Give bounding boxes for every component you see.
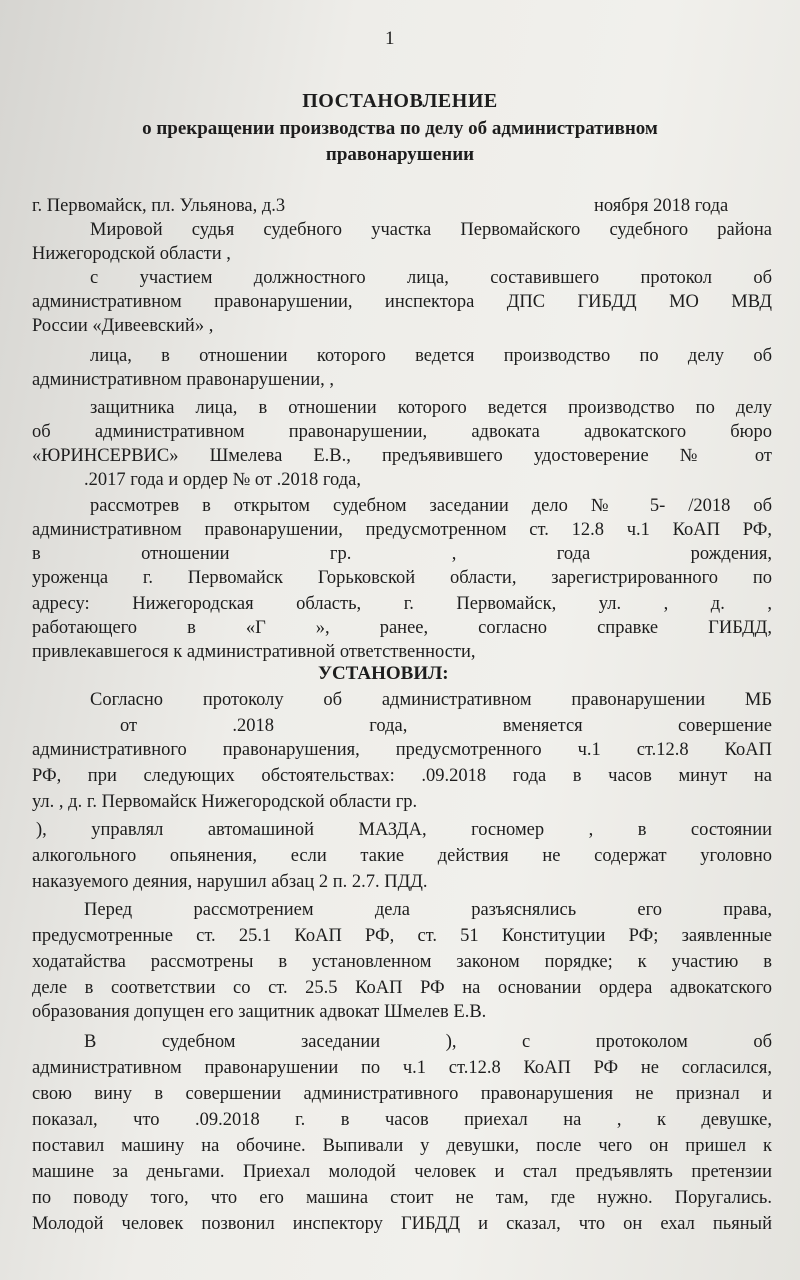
document-subtitle-cont: правонарушении bbox=[325, 144, 475, 165]
text-line: «ЮРИНСЕРВИС» Шмелева Е.В., предъявившего удостоверение № от bbox=[32, 446, 772, 466]
section-heading: УСТАНОВИЛ: bbox=[318, 663, 449, 684]
text-line: .2017 года и ордер № от .2018 года, bbox=[84, 470, 361, 490]
body-line: РФ, при следующих обстоятельствах: .09.2018 года в часов минут на bbox=[32, 766, 772, 786]
body-line: показал, что .09.2018 г. в часов приехал на , к девушке, bbox=[32, 1110, 772, 1130]
text-line: об административном правонарушении, адвоката адвокатского бюро bbox=[32, 422, 772, 442]
text-line: лица, в отношении которого ведется производство по делу об bbox=[90, 346, 772, 366]
body-line: Согласно протоколу об административном правонарушении МБ bbox=[90, 690, 772, 710]
body-line: алкогольного опьянения, если такие действия не содержат уголовно bbox=[32, 846, 772, 866]
body-line: наказуемого деяния, нарушил абзац 2 п. 2.7. ПДД. bbox=[32, 872, 428, 892]
text-line: адресу: Нижегородская область, г. Первомайск, ул. , д. , bbox=[32, 594, 772, 614]
text-line: с участием должностного лица, составившего протокол об bbox=[90, 268, 772, 288]
document-subtitle: о прекращении производства по делу об административном bbox=[142, 118, 658, 139]
text-line: Мировой судья судебного участка Первомайского судебного района bbox=[90, 220, 772, 240]
document-title: ПОСТАНОВЛЕНИЕ bbox=[302, 90, 498, 112]
body-line: ул. , д. г. Первомайск Нижегородской области гр. bbox=[32, 792, 418, 812]
body-line: по поводу того, что его машина стоит не там, где нужно. Поругались. bbox=[32, 1188, 772, 1208]
body-line: Молодой человек позвонил инспектору ГИБДД и сказал, что он ехал пьяный bbox=[32, 1214, 772, 1234]
body-line: деле в соответствии со ст. 25.5 КоАП РФ на основании ордера адвокатского bbox=[32, 978, 772, 998]
body-line: административном правонарушении по ч.1 ст.12.8 КоАП РФ не согласился, bbox=[32, 1058, 772, 1078]
body-line: машине за деньгами. Приехал молодой человек и стал предъявлять претензии bbox=[32, 1162, 772, 1182]
text-line: России «Дивеевский» , bbox=[32, 316, 214, 336]
body-line: образования допущен его защитник адвокат Шмелев Е.В. bbox=[32, 1002, 487, 1022]
body-line: В судебном заседании ), с протоколом об bbox=[84, 1032, 772, 1052]
text-line: административном правонарушении, инспектора ДПС ГИБДД МО МВД bbox=[32, 292, 772, 312]
body-line: ), управлял автомашиной МАЗДА, госномер , в состоянии bbox=[36, 820, 772, 840]
text-line: защитника лица, в отношении которого ведется производство по делу bbox=[90, 398, 772, 418]
text-line: административном правонарушении, , bbox=[32, 370, 335, 390]
body-line: Перед рассмотрением дела разъяснялись его права, bbox=[84, 900, 772, 920]
text-line: уроженца г. Первомайск Горьковской области, зарегистрированного по bbox=[32, 568, 772, 588]
body-line: от .2018 года, вменяется совершение bbox=[120, 716, 772, 736]
body-line: административного правонарушения, предусмотренного ч.1 ст.12.8 КоАП bbox=[32, 740, 772, 760]
body-line: свою вину в совершении административного правонарушения не признал и bbox=[32, 1084, 772, 1104]
text-line: Нижегородской области , bbox=[32, 244, 231, 264]
text-line: в отношении гр. , года рождения, bbox=[32, 544, 772, 564]
text-line: рассмотрев в открытом судебном заседании дело № 5- /2018 об bbox=[90, 496, 772, 516]
page-number: 1 bbox=[385, 28, 395, 49]
text-line: административном правонарушении, предусмотренном ст. 12.8 ч.1 КоАП РФ, bbox=[32, 520, 772, 540]
text-line: привлекавшегося к административной ответственности, bbox=[32, 642, 476, 662]
body-line: предусмотренные ст. 25.1 КоАП РФ, ст. 51 Конституции РФ; заявленные bbox=[32, 926, 772, 946]
body-line: ходатайства рассмотрены в установленном законом порядке; к участию в bbox=[32, 952, 772, 972]
date: ноября 2018 года bbox=[594, 196, 729, 216]
text-line: работающего в «Г », ранее, согласно справке ГИБДД, bbox=[32, 618, 772, 638]
body-line: поставил машину на обочине. Выпивали у девушки, после чего он пришел к bbox=[32, 1136, 772, 1156]
place: г. Первомайск, пл. Ульянова, д.3 bbox=[32, 196, 286, 216]
